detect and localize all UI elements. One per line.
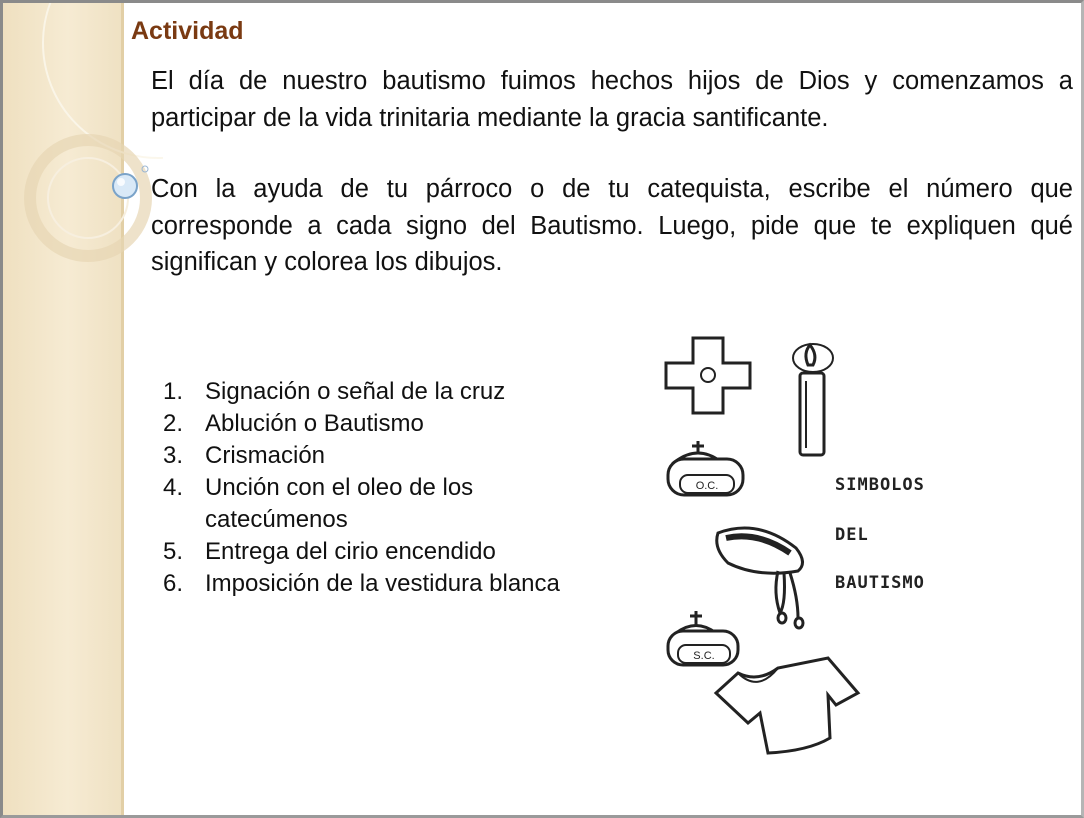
candle-icon — [793, 344, 833, 455]
svg-text:S.C.: S.C. — [693, 650, 715, 662]
svg-text:O.C.: O.C. — [695, 480, 719, 492]
intro-paragraph: El día de nuestro bautismo fuimos hechos hijos de Dios y comenzamos a participar de la vida trinitaria mediante la gracia santificante. — [151, 67, 1073, 132]
list-item: 1. Signación o señal de la cruz — [163, 378, 506, 405]
shell-water-icon — [717, 528, 803, 628]
list-item: 2. Ablución o Bautismo — [163, 410, 424, 437]
symbols-label-line-1: SIMBOLOS — [835, 475, 925, 495]
oil-jar-oc-icon — [668, 441, 743, 495]
cross-icon — [666, 338, 750, 413]
list-item: 4. Unción con el oleo de los catecúmenos — [163, 474, 474, 533]
symbols-label-line-2: DEL — [835, 525, 869, 545]
symbols-label-line-3: BAUTISMO — [835, 573, 925, 593]
baptism-signs-list — [163, 376, 563, 600]
list-item: 3. Crismación — [163, 442, 326, 469]
decorative-circles — [3, 3, 163, 333]
list-item: 6. Imposición de la vestidura blanca — [163, 570, 560, 597]
slide-title: Actividad — [131, 17, 244, 45]
oil-jar-sc-icon — [668, 611, 738, 665]
list-item: 5. Entrega del cirio encendido — [163, 538, 496, 565]
instructions-paragraph: Con la ayuda de tu párroco o de tu catequista, escribe el número que corresponde a cada signo del Bautismo. Luego, pide que te expliquen qué significan y colorea los dibujos. — [151, 175, 1073, 276]
baptism-symbols-illustration — [658, 333, 878, 763]
white-garment-icon — [716, 658, 858, 753]
